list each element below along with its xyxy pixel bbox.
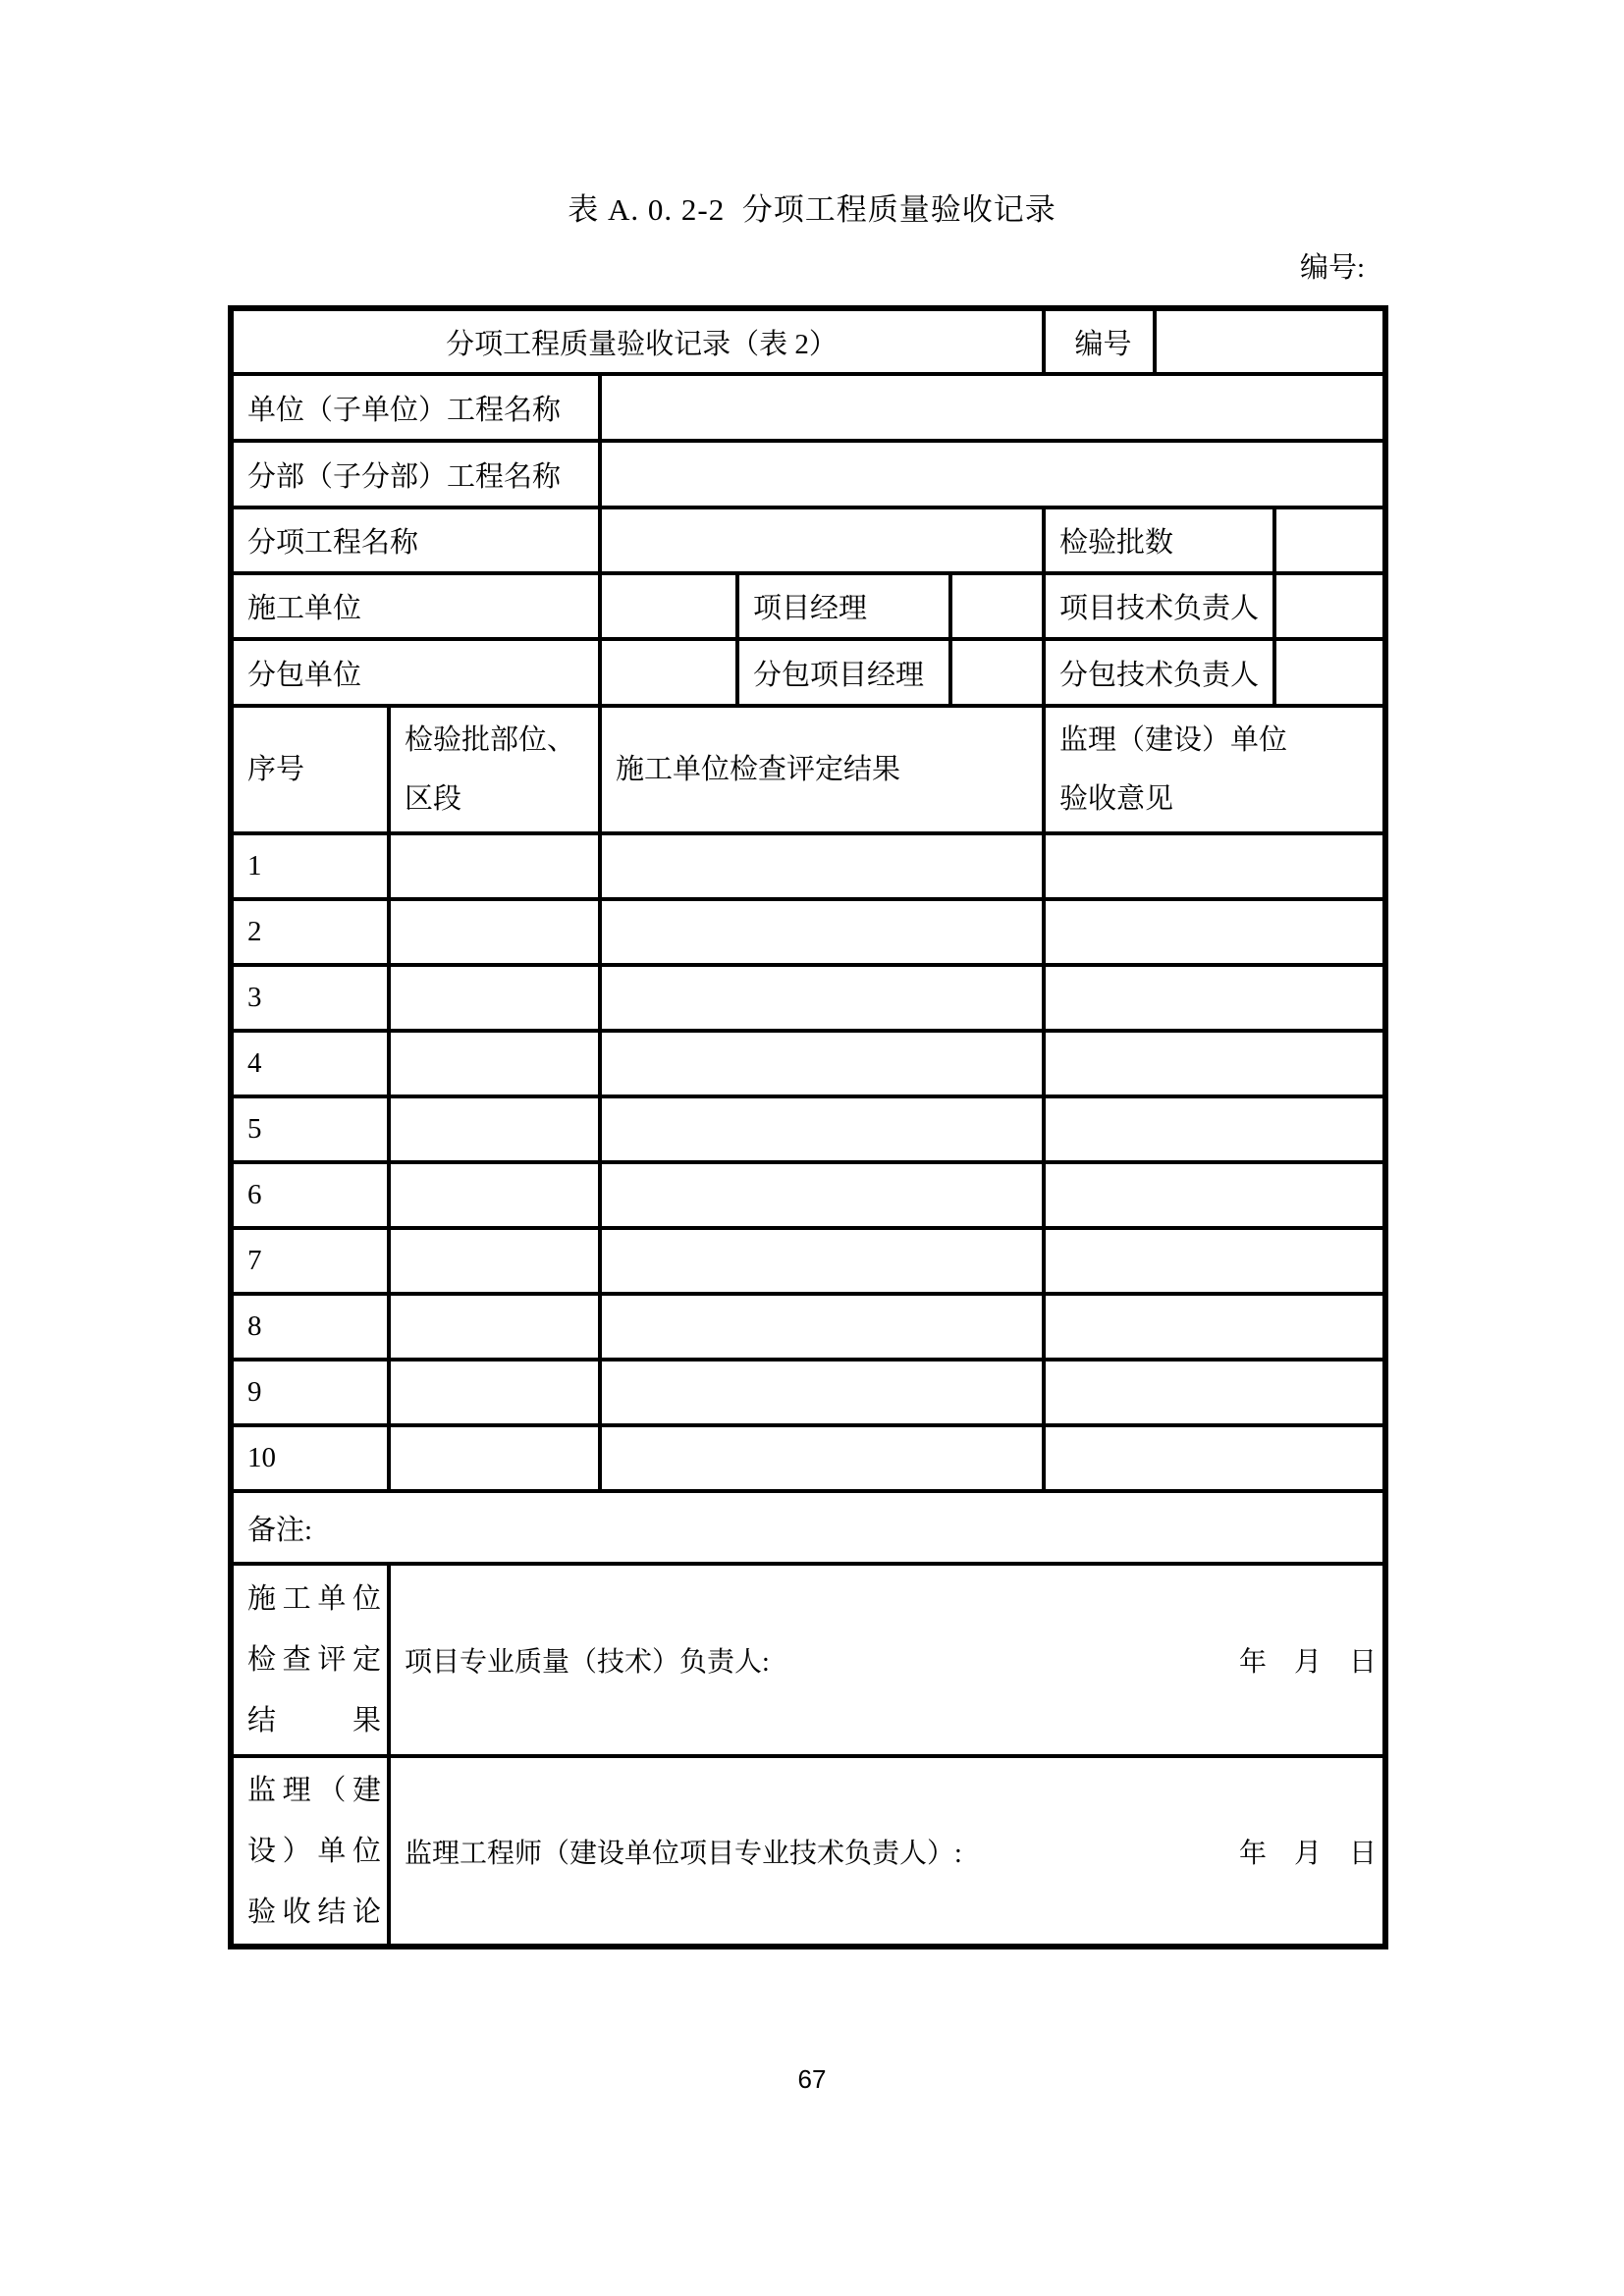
result-input-cell [600, 1228, 1044, 1294]
supervisor-conclusion-sign-cell [389, 1756, 1385, 1947]
row-index-cell: 7 [231, 1228, 389, 1294]
result-input-cell [600, 899, 1044, 965]
location-input-cell [389, 899, 600, 965]
item-name-input-cell [600, 507, 1044, 573]
result-input-cell [600, 1294, 1044, 1360]
location-input-cell [389, 833, 600, 899]
location-header-line2: 区段 [405, 783, 462, 815]
result-column-header [600, 706, 1044, 833]
supervision-input-cell [1044, 1162, 1385, 1228]
contractor-evaluation-label-line3: 结果 [247, 1705, 381, 1736]
contractor-row [231, 573, 1385, 639]
project-manager-input-cell [950, 573, 1044, 639]
list-row [231, 1228, 1385, 1294]
unit-name-label: 单位（子单位）工程名称 [231, 374, 600, 441]
supervision-column-header [1044, 706, 1385, 833]
subcontractor-input-cell [600, 639, 737, 706]
tech-lead-input-cell [1274, 573, 1385, 639]
project-manager-label: 项目经理 [737, 573, 950, 639]
remark-row [231, 1491, 1385, 1564]
subunit-name-label: 分部（子分部）工程名称 [231, 441, 600, 507]
serial-cell-label: 编号 [1044, 308, 1155, 374]
subcontractor-row [231, 639, 1385, 706]
row-index-cell: 4 [231, 1031, 389, 1096]
supervision-input-cell [1044, 1294, 1385, 1360]
location-input-cell [389, 1294, 600, 1360]
location-input-cell [389, 1228, 600, 1294]
subunit-name-row [231, 441, 1385, 507]
row-index-cell: 5 [231, 1096, 389, 1162]
list-row [231, 1031, 1385, 1096]
item-name-row [231, 507, 1385, 573]
location-input-cell [389, 1162, 600, 1228]
row-index-cell: 3 [231, 965, 389, 1031]
contractor-evaluation-label [231, 1564, 389, 1756]
contractor-input-cell [600, 573, 737, 639]
sub-tech-lead-input-cell [1274, 639, 1385, 706]
row-index-cell: 6 [231, 1162, 389, 1228]
supervision-header-line2: 验收意见 [1059, 783, 1174, 815]
item-name-label: 分项工程名称 [231, 507, 600, 573]
contractor-evaluation-row [231, 1564, 1385, 1756]
location-input-cell [389, 1425, 600, 1491]
sub-tech-lead-label: 分包技术负责人 [1044, 639, 1274, 706]
contractor-evaluation-label-line2: 检查评定 [247, 1644, 381, 1676]
row-index-cell: 9 [231, 1360, 389, 1425]
result-input-cell [600, 1360, 1044, 1425]
list-row [231, 1360, 1385, 1425]
supervision-header-line1: 监理（建设）单位 [1059, 724, 1288, 756]
list-row [231, 1294, 1385, 1360]
sub-project-manager-label: 分包项目经理 [737, 639, 950, 706]
unit-name-input-cell [600, 374, 1385, 441]
row-index-cell: 10 [231, 1425, 389, 1491]
subunit-name-input-cell [600, 441, 1385, 507]
result-input-cell [600, 1096, 1044, 1162]
unit-name-row [231, 374, 1385, 441]
location-input-cell [389, 965, 600, 1031]
supervisor-conclusion-label [231, 1756, 389, 1947]
supervisor-conclusion-label-line1: 监理（建 [247, 1774, 381, 1806]
row-index-cell: 1 [231, 833, 389, 899]
supervision-input-cell [1044, 1360, 1385, 1425]
contractor-sign-label: 项目专业质量（技术）负责人: [405, 1647, 770, 1678]
list-row [231, 833, 1385, 899]
remark-label: 备注: [231, 1491, 1385, 1564]
row-index-cell: 2 [231, 899, 389, 965]
index-header-label: 序号 [247, 754, 305, 785]
document-title: 表 A. 0. 2-2 分项工程质量验收记录 [568, 192, 1056, 227]
list-row [231, 1096, 1385, 1162]
supervision-input-cell [1044, 899, 1385, 965]
contractor-date-label: 年 月 日 [1239, 1647, 1378, 1678]
tech-lead-label: 项目技术负责人 [1044, 573, 1274, 639]
row-index-cell: 8 [231, 1294, 389, 1360]
contractor-evaluation-label-line1: 施工单位 [247, 1583, 381, 1615]
supervision-input-cell [1044, 1425, 1385, 1491]
location-input-cell [389, 1360, 600, 1425]
list-row [231, 899, 1385, 965]
serial-input-cell [1155, 308, 1385, 374]
result-input-cell [600, 1425, 1044, 1491]
supervisor-date-label: 年 月 日 [1239, 1838, 1378, 1869]
result-input-cell [600, 833, 1044, 899]
location-input-cell [389, 1031, 600, 1096]
batch-count-label: 检验批数 [1044, 507, 1274, 573]
result-input-cell [600, 1031, 1044, 1096]
supervision-input-cell [1044, 1096, 1385, 1162]
sub-project-manager-input-cell [950, 639, 1044, 706]
supervision-input-cell [1044, 965, 1385, 1031]
supervisor-conclusion-label-line3: 验收结论 [247, 1896, 381, 1928]
supervisor-conclusion-label-line2: 设）单位 [247, 1835, 381, 1867]
index-column-header [231, 706, 389, 833]
result-input-cell [600, 965, 1044, 1031]
serial-number-label: 编号: [1299, 252, 1365, 284]
supervisor-sign-label: 监理工程师（建设单位项目专业技术负责人）: [405, 1838, 962, 1869]
table-title-row [231, 308, 1385, 374]
acceptance-record-table [228, 305, 1388, 1949]
list-header-row [231, 706, 1385, 833]
location-header-line1: 检验批部位、 [405, 724, 576, 756]
batch-count-input-cell [1274, 507, 1385, 573]
result-header-label: 施工单位检查评定结果 [616, 754, 901, 785]
supervisor-conclusion-row [231, 1756, 1385, 1947]
list-row [231, 1425, 1385, 1491]
table-title: 分项工程质量验收记录（表 2） [231, 308, 1044, 374]
supervision-input-cell [1044, 1228, 1385, 1294]
contractor-evaluation-sign-cell [389, 1564, 1385, 1756]
subcontractor-label: 分包单位 [231, 639, 600, 706]
location-column-header [389, 706, 600, 833]
supervision-input-cell [1044, 833, 1385, 899]
list-row [231, 965, 1385, 1031]
location-input-cell [389, 1096, 600, 1162]
supervision-input-cell [1044, 1031, 1385, 1096]
result-input-cell [600, 1162, 1044, 1228]
list-row [231, 1162, 1385, 1228]
page-number: 67 [797, 2064, 827, 2094]
contractor-label: 施工单位 [231, 573, 600, 639]
